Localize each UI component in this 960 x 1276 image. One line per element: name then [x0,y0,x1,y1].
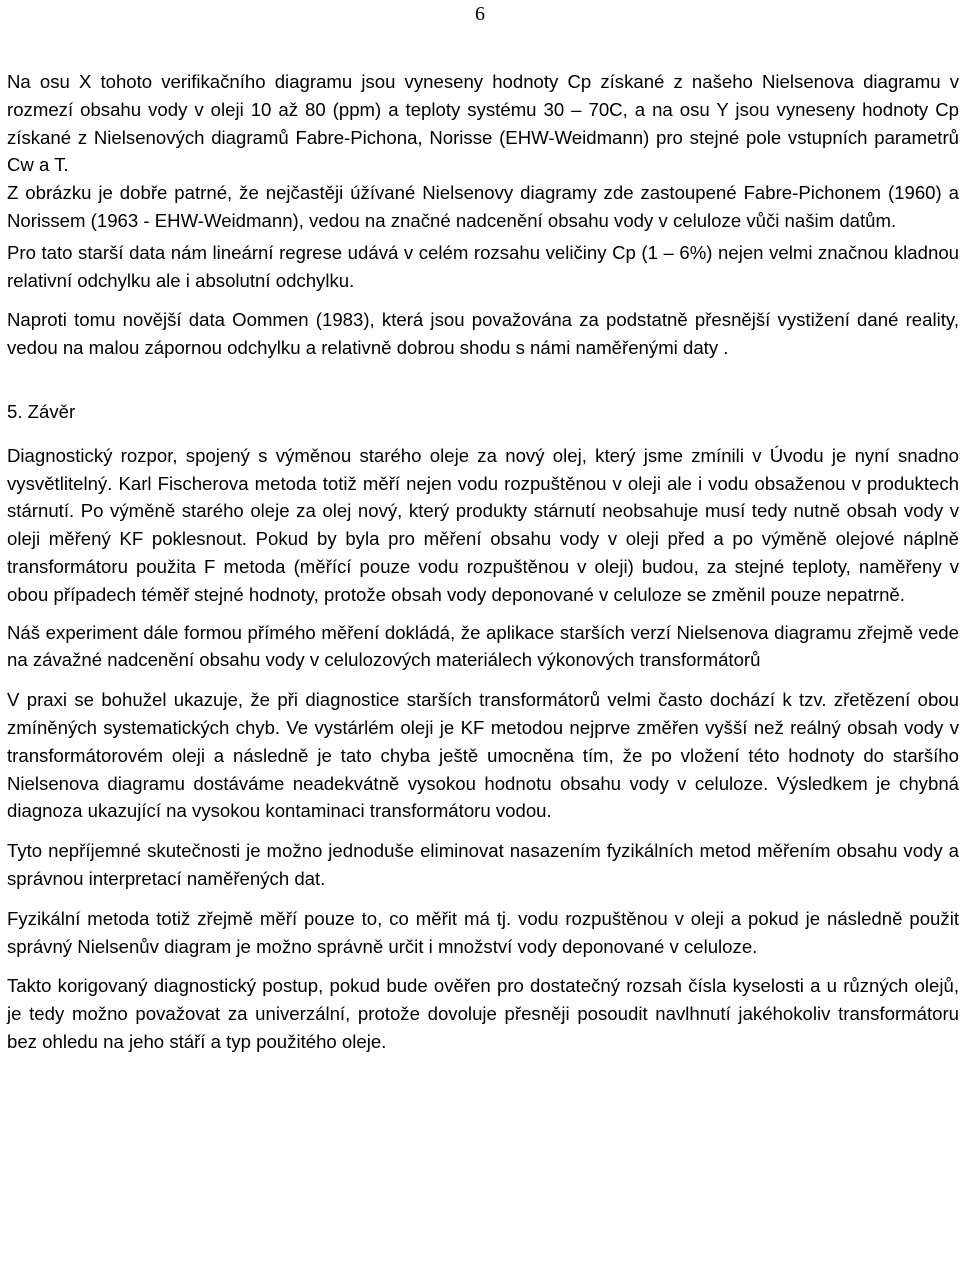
paragraph-oommen-data: Naproti tomu novější data Oommen (1983), která jsou považována za podstatně přesnější vystižení dané reality, vedou na malou zápornou odchylku a relativně dobrou shodu s námi naměřenými daty . [7,309,959,359]
paragraph-conclusion: Takto korigovaný diagnostický postup, pokud bude ověřen pro dostatečný rozsah čísla kyselosti a u různých olejů, je tedy možno považovat za univerzální, protože dovoluje přesněji posoudit navlhnutí jakéhokoliv transformátoru bez ohledu na jeho stáří a typ použitého oleje. [7,975,959,1052]
section-heading: 5. Závěr [7,400,76,422]
document-body [7,68,959,1064]
paragraph-axis-description: Na osu X tohoto verifikačního diagramu jsou vyneseny hodnoty Cp získané z našeho Nielsenova diagramu v rozmezí obsahu vody v oleji 10 až 80 (ppm) a teploty systému 30 – 70C, a na osu Y jsou vyneseny hodnoty Cp získané z Nielsenových diagramů Fabre-Pichona, Norisse (EHW-Weidmann) pro stejné pole vstupních parametrů Cw a T. [7,71,959,176]
page-number: 6 [475,3,485,25]
paragraph-overestimation: Z obrázku je dobře patrné, že nejčastěji úžívané Nielsenovy diagramy zde zastoupené Fabre-Pichonem (1960) a Norissem (1963 - EHW-Weidmann), vedou na značné nadcenění obsahu vody v celuloze vůči našim datům. [7,182,959,231]
paragraph-physical-method: Fyzikální metoda totiž zřejmě měří pouze to, co měřit má tj. vodu rozpuštěnou v oleji a pokud je následně použit správný Nielsenův diagram je možno správně určit i množství vody deponované v celuloze. [7,907,959,957]
paragraph-elimination: Tyto nepříjemné skutečnosti je možno jednoduše eliminovat nasazením fyzikálních metod měřením obsahu vody a správnou interpretací naměřených dat. [7,840,959,889]
paragraph-experiment: Náš experiment dále formou přímého měření dokládá, že aplikace starších verzí Nielsenova diagramu zřejmě vede na závažné nadcenění obsahu vody v celulozových materiálech výkonových transformátorů [7,621,959,671]
paragraph-diagnostic-conflict: Diagnostický rozpor, spojený s výměnou starého oleje za nový olej, který jsme zmínili v Úvodu je nyní snadno vysvětlitelný. Karl Fischerova metoda totiž měří nejen vodu rozpuštěnou v oleji ale i vodu obsaženou v produktech stárnutí. Po výměně starého oleje za olej nový, který produkty stárnutí neobsahuje musí tedy nutně obsah vody v oleji měřený KF poklesnout. Pokud by byla pro měření obsahu vody v oleji před a po výměně olejové náplně transformátoru použita F metoda (měřící pouze vodu rozpuštěnou v oleji) budou, za stejné teploty, naměřeny v obou případech téměř stejné hodnoty, protože obsah vody deponované v celuloze se změnil pouze nepatrně. [7,444,959,605]
paragraph-linear-regression: Pro tato starší data nám lineární regrese udává v celém rozsahu veličiny Cp (1 – 6%) nejen velmi značnou kladnou relativní odchylku ale i absolutní odchylku. [7,241,959,291]
paragraph-practice: V praxi se bohužel ukazuje, že při diagnostice starších transformátorů velmi často dochází k tzv. zřetězení obou zmíněných systematických chyb. Ve vystárlém oleji je KF metodou nejprve změřen vyšší než reálný obsah vody v transformátorovém oleji a následně je tato chyba ještě umocněna tím, že po vložení této hodnoty do staršího Nielsenova diagramu dostáváme neadekvátně vysokou hodnotu obsahu vody v celuloze. Výsledkem je chybná diagnoza ukazující na vysokou kontaminaci transformátoru vodou. [7,689,959,822]
